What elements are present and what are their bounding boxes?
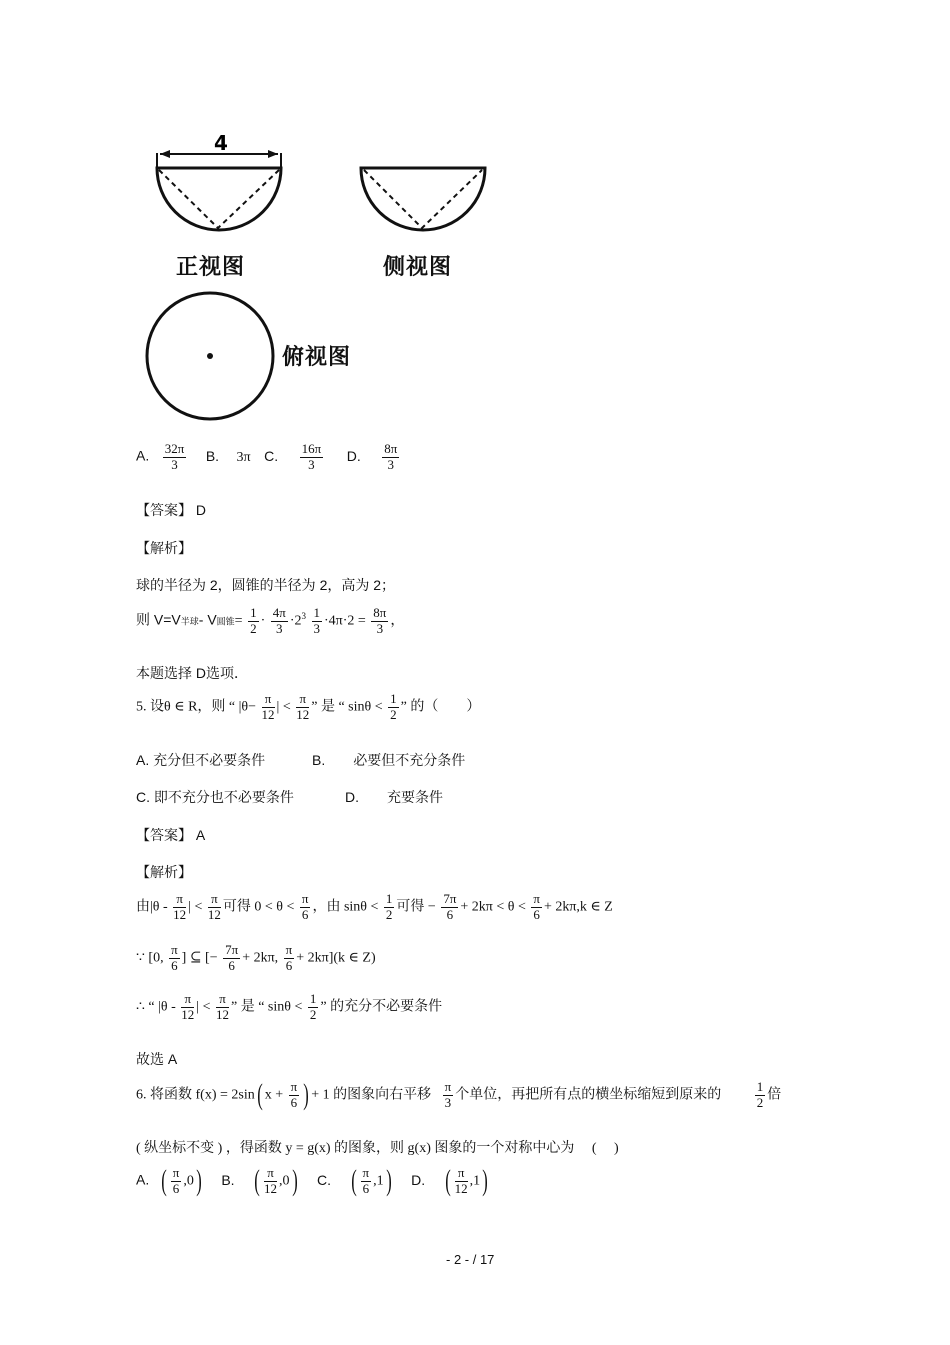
q4-option-d-label: D. — [346, 447, 361, 464]
q5-analysis-tag: 【解析】 — [136, 864, 192, 880]
page-number: - 2 - / 17 — [446, 1252, 495, 1267]
q4-options: A. $\frac{32\pi}{3}$ B. 3π C. $\frac{16\pi}{3}$ D. $\frac{8\pi}{3}$ — [136, 441, 398, 472]
q6-option-a-label: A. — [136, 1171, 150, 1188]
q5-stem: 5. 设θ ∈ R，则 “ |θ− $\frac{\pi}{12}$ | < $\frac{\pi}{12}$ ” 是 “ sinθ < $\frac{1}{2}$ ” 的（ ） — [136, 691, 481, 722]
q4-analysis-line2: 则 V=V半球- V圆锥= $\frac{1}{2}$ · $\frac{4\pi}{3}$ $\cdot 2^3$ $\frac{1}{3}$ ·4π·2 = $\frac{8\pi}{3}$ ， — [136, 605, 405, 636]
q6-option-d-label: D. — [411, 1171, 426, 1188]
q5-analysis-line4: 故选 A — [136, 1051, 178, 1067]
q4-option-c-label: C. — [264, 447, 279, 464]
q4-analysis-line3: 本题选择 D选项． — [136, 665, 248, 681]
q6-option-b-label: B. — [221, 1171, 235, 1188]
q6-stem-line1: 6. 将函数 f(x) = 2sin( x + $\frac{\pi}{6}$ ) + 1 的图象向右平移 $\frac{\pi}{3}$ 个单位，再把所有点的横坐标缩短到原来的 $\frac{1}{2}$ 倍 — [136, 1078, 782, 1112]
side-view-label: 侧视图 — [383, 255, 453, 280]
q6-stem-line2: ( 纵坐标不变 ) ，得函数 y = g(x) 的图象，则 g(x) 图象的一个对称中心为 ( ) — [136, 1141, 619, 1156]
q5-option-a: A. 充分但不必要条件 — [136, 752, 266, 768]
q4-option-a-label: A. — [136, 447, 150, 464]
q4-analysis-line1: 球的半径为 2，圆锥的半径为 2，高为 2； — [136, 577, 396, 593]
q6-options: A. ( $\frac{\pi}{6}$ ,0) B. ( $\frac{\pi}{12}$ ,0) C. ( $\frac{\pi}{6}$ ,1) D. ( $\frac{\pi}{12}$ ,1) — [136, 1164, 488, 1198]
side-view — [361, 168, 485, 230]
q4-analysis-tag: 【解析】 — [136, 540, 192, 556]
q6-option-c-label: C. — [317, 1171, 332, 1188]
top-view-label: 俯视图 — [282, 345, 352, 370]
q5-option-c: C. 即不充分也不必要条件 — [136, 789, 294, 805]
front-view-label: 正视图 — [176, 255, 246, 280]
front-view — [157, 150, 281, 230]
q5-answer: 【答案】 A — [136, 827, 206, 843]
top-view — [147, 293, 273, 419]
dimension-label: 4 — [214, 131, 228, 155]
q5-option-b: B. 必要但不充分条件 — [312, 752, 466, 768]
q5-analysis-line2: ∵ [0, $\frac{\pi}{6}$ ] ⊆ [− $\frac{7\pi}{6}$ + 2kπ, $\frac{\pi}{6}$ + 2kπ](k ∈ Z) — [136, 942, 376, 973]
q5-analysis-line3: ∴ “ |θ - $\frac{\pi}{12}$ | < $\frac{\pi}{12}$ ” 是 “ sinθ < $\frac{1}{2}$ ” 的充分不必要条件 — [136, 991, 443, 1022]
q5-option-d: D. 充要条件 — [345, 789, 443, 805]
q5-analysis-line1: 由|θ - $\frac{\pi}{12}$ | < $\frac{\pi}{12}$ 可得 0 < θ < $\frac{\pi}{6}$ ，由 sinθ < $\frac{1}{2}$ 可得 − $\frac{7\pi}{6}$ + 2kπ < θ < $\frac{\pi}{6}$ + 2kπ,k ∈ Z — [136, 891, 613, 922]
q4-answer: 【答案】 D — [136, 502, 207, 518]
q4-option-b-label: B. — [205, 447, 220, 464]
